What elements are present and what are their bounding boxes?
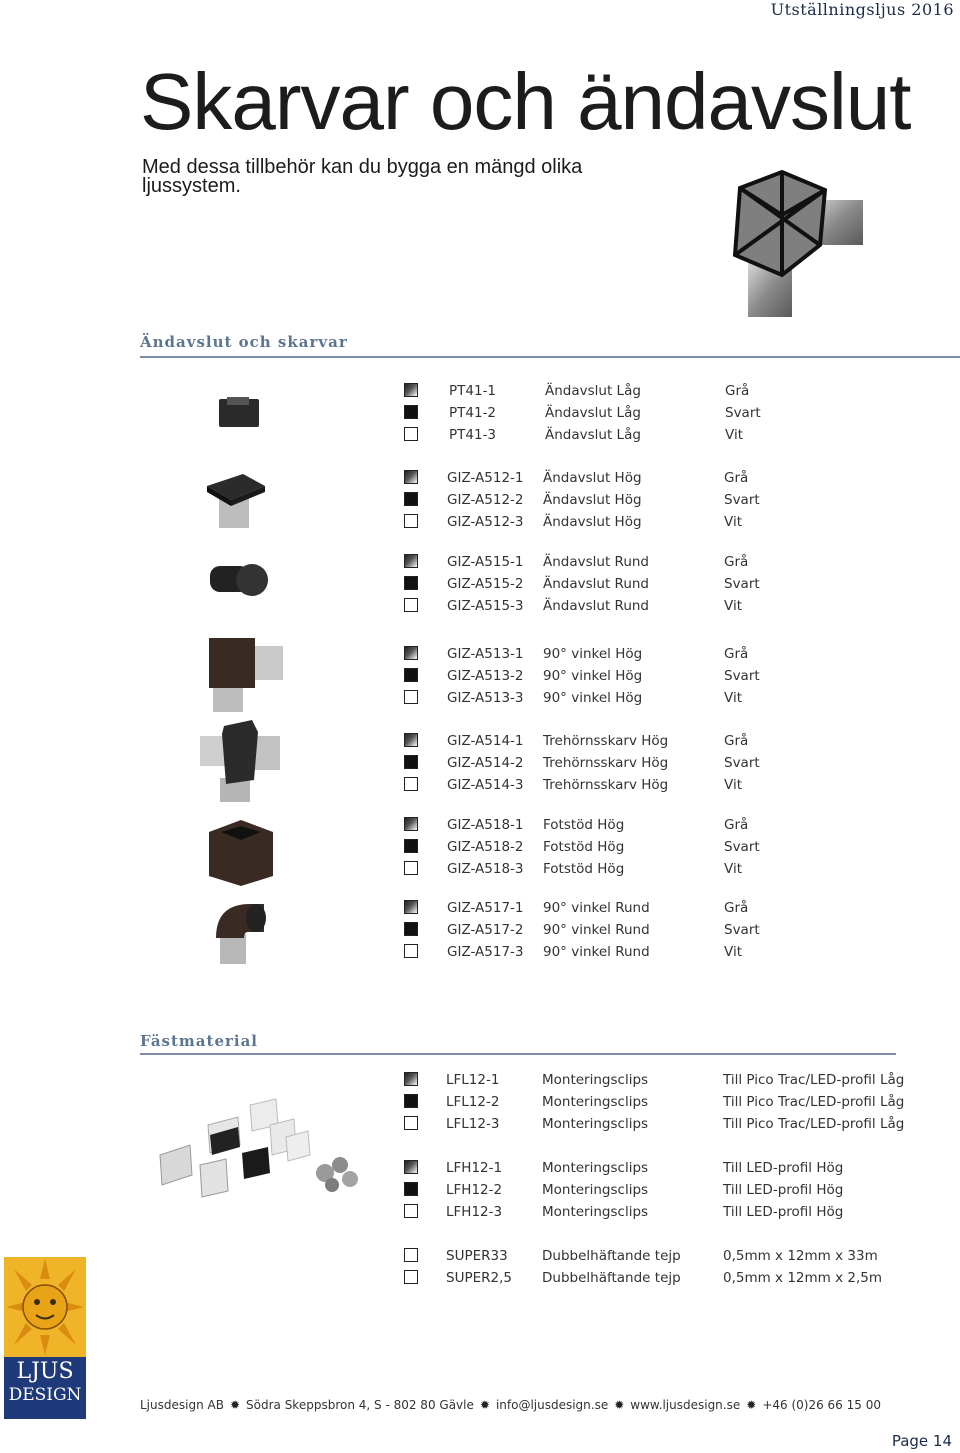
end-cap-round-image [208,560,268,600]
product-code: LFH12-1 [446,1160,503,1176]
company-logo [4,1257,86,1419]
product-code: LFL12-3 [446,1116,500,1132]
sun-bullet-icon: ✹ [614,1398,625,1412]
color-swatch-black [404,576,418,590]
product-spec: Till Pico Trac/LED-profil Låg [723,1072,905,1088]
color-swatch-grey [404,733,418,747]
color-swatch-grey [404,470,418,484]
product-code: GIZ-A512-2 [447,492,524,508]
sun-face-icon [4,1257,86,1357]
color-swatch-white [404,598,418,612]
product-spec: Vit [724,598,742,614]
product-spec: Svart [725,405,761,421]
product-code: GIZ-A514-1 [447,733,524,749]
page-number: Page 14 [891,1432,952,1450]
product-spec: Till Pico Trac/LED-profil Låg [723,1094,905,1110]
product-spec: Vit [724,690,742,706]
product-desc: Ändavslut Hög [543,470,642,486]
color-swatch-white [404,427,418,441]
product-code: GIZ-A512-1 [447,470,524,486]
product-code: GIZ-A515-1 [447,554,524,570]
product-desc: Ändavslut Hög [543,514,642,530]
product-desc: Ändavslut Rund [543,576,650,592]
product-spec: Vit [724,777,742,793]
product-desc: Monteringsclips [542,1094,649,1110]
color-swatch-white [404,1204,418,1218]
product-spec: Till LED-profil Hög [723,1160,844,1176]
color-swatch-white [404,514,418,528]
product-spec: Grå [724,817,749,833]
section-title-mounting: Fästmaterial [140,1032,259,1050]
product-desc: Dubbelhäftande tejp [542,1270,681,1286]
product-spec: Svart [724,922,760,938]
angle-90-high-image [205,632,285,714]
color-swatch-white [404,1248,418,1262]
product-code: GIZ-A512-3 [447,514,524,530]
color-swatch-grey [404,646,418,660]
color-swatch-grey [404,900,418,914]
product-desc: Ändavslut Rund [543,598,650,614]
color-swatch-grey [404,1160,418,1174]
color-swatch-black [404,1094,418,1108]
product-desc: 90° vinkel Rund [543,922,650,938]
product-code: PT41-2 [449,405,497,421]
product-desc: Ändavslut Hög [543,492,642,508]
color-swatch-grey [404,554,418,568]
product-spec: Grå [725,383,750,399]
product-desc: Monteringsclips [542,1072,649,1088]
product-spec: Vit [724,944,742,960]
page-title: Skarvar och ändavslut [140,57,911,146]
product-code: GIZ-A517-3 [447,944,524,960]
product-spec: Svart [724,839,760,855]
product-spec: Vit [724,861,742,877]
product-code: GIZ-A513-2 [447,668,524,684]
footer-phone: +46 (0)26 66 15 00 [762,1398,881,1412]
product-desc: Trehörnsskarv Hög [543,777,669,793]
product-desc: Ändavslut Rund [543,554,650,570]
color-swatch-grey [404,1072,418,1086]
footer-address: Södra Skeppsbron 4, S - 802 80 Gävle [246,1398,474,1412]
sun-bullet-icon: ✹ [229,1398,241,1412]
product-spec: Grå [724,900,749,916]
product-code: GIZ-A518-1 [447,817,524,833]
color-swatch-grey [404,817,418,831]
color-swatch-black [404,755,418,769]
product-spec: Till LED-profil Hög [723,1182,844,1198]
color-swatch-white [404,1116,418,1130]
color-swatch-white [404,690,418,704]
product-desc: Monteringsclips [542,1116,649,1132]
product-spec: Grå [724,470,749,486]
section-divider [140,356,960,358]
footer [140,1398,881,1412]
product-code: PT41-3 [449,427,497,443]
product-desc: Trehörnsskarv Hög [543,733,669,749]
logo-text-ljus: LJUS [16,1359,74,1384]
product-code: GIZ-A517-1 [447,900,524,916]
color-swatch-white [404,777,418,791]
document-header: Utställningsljus 2016 [770,0,954,19]
intro-text: Med dessa tillbehör kan du bygga en mängd olika ljussystem. [142,156,583,197]
product-desc: 90° vinkel Rund [543,944,650,960]
color-swatch-black [404,668,418,682]
color-swatch-grey [404,383,418,397]
color-swatch-white [404,861,418,875]
product-code: GIZ-A513-3 [447,690,524,706]
product-desc: Ändavslut Låg [545,405,641,421]
product-spec: 0,5mm x 12mm x 2,5m [723,1270,883,1286]
product-desc: Monteringsclips [542,1160,649,1176]
product-desc: Trehörnsskarv Hög [543,755,669,771]
footer-email[interactable]: info@ljusdesign.se [495,1398,609,1412]
hero-three-way-joint-image [700,170,870,320]
product-desc: Ändavslut Låg [545,383,641,399]
product-spec: Svart [724,576,760,592]
product-code: GIZ-A515-3 [447,598,524,614]
product-spec: Till Pico Trac/LED-profil Låg [723,1116,905,1132]
logo-text-design: DESIGN [8,1385,82,1405]
end-cap-high-image [205,472,267,530]
product-spec: Grå [724,646,749,662]
product-desc: Ändavslut Låg [545,427,641,443]
color-swatch-black [404,1182,418,1196]
product-desc: Monteringsclips [542,1204,649,1220]
product-code: LFH12-2 [446,1182,503,1198]
product-spec: Vit [725,427,743,443]
section-divider [140,1053,896,1055]
product-code: GIZ-A518-3 [447,861,524,877]
product-code: SUPER33 [446,1248,508,1264]
product-desc: 90° vinkel Hög [543,690,643,706]
product-spec: Svart [724,755,760,771]
product-code: GIZ-A514-3 [447,777,524,793]
product-code: GIZ-A514-2 [447,755,524,771]
mounting-clips-image [150,1095,370,1205]
product-code: SUPER2,5 [446,1270,512,1286]
product-desc: Monteringsclips [542,1182,649,1198]
sun-bullet-icon: ✹ [746,1398,757,1412]
product-spec: Grå [724,554,749,570]
color-swatch-black [404,922,418,936]
product-desc: Dubbelhäftande tejp [542,1248,681,1264]
angle-90-round-image [212,898,268,966]
product-desc: 90° vinkel Hög [543,668,643,684]
product-spec: Till LED-profil Hög [723,1204,844,1220]
color-swatch-black [404,492,418,506]
color-swatch-black [404,839,418,853]
product-spec: 0,5mm x 12mm x 33m [723,1248,878,1264]
product-spec: Vit [724,514,742,530]
product-code: GIZ-A515-2 [447,576,524,592]
foot-support-image [205,818,277,888]
product-code: GIZ-A517-2 [447,922,524,938]
color-swatch-white [404,1270,418,1284]
product-desc: 90° vinkel Rund [543,900,650,916]
product-spec: Svart [724,492,760,508]
end-cap-low-image [215,395,263,431]
section-title-endcaps: Ändavslut och skarvar [140,333,348,351]
color-swatch-white [404,944,418,958]
product-code: GIZ-A513-1 [447,646,524,662]
product-desc: 90° vinkel Hög [543,646,643,662]
product-desc: Fotstöd Hög [543,861,625,877]
three-way-joint-image [198,720,282,802]
product-desc: Fotstöd Hög [543,817,625,833]
footer-web[interactable]: www.ljusdesign.se [630,1398,741,1412]
product-code: LFL12-2 [446,1094,500,1110]
product-code: GIZ-A518-2 [447,839,524,855]
footer-company: Ljusdesign AB [140,1398,224,1412]
product-spec: Svart [724,668,760,684]
product-code: LFL12-1 [446,1072,500,1088]
product-code: PT41-1 [449,383,497,399]
product-spec: Grå [724,733,749,749]
sun-bullet-icon: ✹ [479,1398,490,1412]
product-desc: Fotstöd Hög [543,839,625,855]
product-code: LFH12-3 [446,1204,503,1220]
color-swatch-black [404,405,418,419]
